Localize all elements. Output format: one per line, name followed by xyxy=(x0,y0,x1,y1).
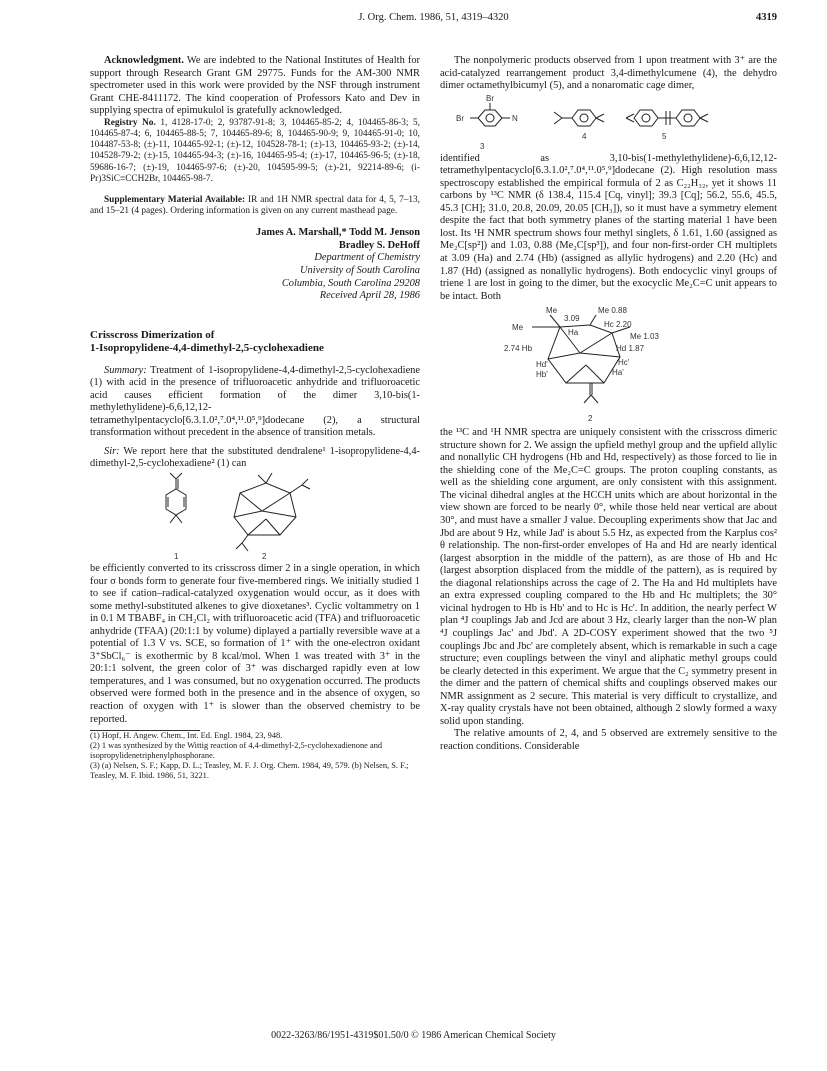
author2-line: Bradley S. DeHoff xyxy=(338,239,420,251)
running-header xyxy=(90,12,777,28)
label-hc-prime: Hc' xyxy=(618,358,630,368)
label-compound-2: 2 xyxy=(262,552,267,562)
structures-3-4-5-figure xyxy=(440,93,777,153)
sir-paragraph xyxy=(90,446,420,471)
label-hb-274: 2.74 Hb xyxy=(504,344,533,354)
right-paragraph-4: The relative amounts of 2, 4, and 5 observed are extremely sensitive to the reaction conditions. Considerable xyxy=(440,728,777,752)
label-hd-187: Hd 1.87 xyxy=(616,344,645,354)
university: University of South Carolina xyxy=(300,265,420,276)
journal-citation: J. Org. Chem. 1986, 51, 4319–4320 xyxy=(358,12,509,23)
received-date: Received April 28, 1986 xyxy=(319,290,420,302)
structures-1-2-figure xyxy=(90,471,420,563)
label-3-09: 3.09 xyxy=(564,314,580,324)
page-number: 4319 xyxy=(756,12,777,23)
structure-2-nmr-drawing xyxy=(440,303,777,427)
department: Department of Chemistry xyxy=(314,252,420,264)
label-ha-prime: Ha' xyxy=(612,368,624,378)
label-compound-5: 5 xyxy=(662,131,667,141)
right-paragraph-2: identified as 3,10-bis(1-methylethylidene)-6,6,12,12-tetramethylpentacyclo[6.3.1.0²,⁷.0⁴,¹¹.0⁵,⁹]dodecane (2). High resolution mass spectroscopy established the empirical formula of 2 as C₂₂H₃₂, yet it shows 11 carbons by ¹³C NMR (δ 138.4, 115.4 [Cq, vinyl]; 39.3 [Cq]; 56.2, 55.6, 45.5, 45.3 [CH]; 31.0, 20.8, 20.09, 20.05 [CH₃]), so it must have a symmetry element despite the fact that both symmetry planes of the starting material 1 have been lost. Its ¹H NMR spectrum shows four methyl singlets, δ 1.61, 1.60 (assigned as Me₂C[sp²]) and 1.03, 0.88 (Me₂C[sp³]), and four non-first-order CH multiplets at 3.09 (Ha) and 2.74 (Hb) (assigned as allylic hydrogens) and 2.20 (Hc) and 1.87 (Hd) (assigned as nonallylic hydrogens). Both endocyclic vinyl groups of triene 1 are lost in going to the dimer, but the exocyclic Me₂C=C unit appears to be intact. Both xyxy=(440,152,777,302)
authors-line: James A. Marshall,* Todd M. Jenson xyxy=(256,227,420,239)
acknowledgment-paragraph xyxy=(90,55,420,118)
ack-heading: Acknowledgment. xyxy=(104,55,184,66)
label-compound-4: 4 xyxy=(582,131,587,141)
structure-2-nmr-figure xyxy=(440,303,777,427)
city: Columbia, South Carolina 29208 xyxy=(281,277,420,289)
footnote-2: (2) 1 was synthesized by the Wittig reaction of 4,4-dimethyl-2,5-cyclohexadienone and isopropylidenetriphenylphosphorane. xyxy=(90,741,383,761)
label-me-top: Me xyxy=(546,306,558,316)
label-compound-3: 3 xyxy=(480,141,485,151)
label-hc-220: Hc 2.20 xyxy=(604,320,632,330)
article-title-line1: Crisscross Dimerization of xyxy=(90,328,215,341)
registry-text: 1, 4128-17-0; 2, 93787-91-8; 3, 104465-85-2; 4, 104465-86-3; 5, 104465-87-4; 6, 104465-88-5; 7, 104465-89-6; 8, 104465-90-9; 9, 104465-91-0; 10, 104487-53-8; (±)-11, 104465-92-1; (±)-12, 104528-78-1; (±)-13, 104465-93-2; (±)-14, 104528-79-2; (±)-15, 104465-94-3; (±)-16, 104465-95-4; (±)-17, 104465-96-5; (±)-18, 59686-16-7; (±)-19, 104465-97-6; (±)-20, 104595-99-5; (±)-21, 92214-89-6; (i-Pr)3SiC≡CCH2Br, 104465-98-7. xyxy=(90,117,420,184)
label-compound-1: 1 xyxy=(174,552,179,562)
label-n: N xyxy=(512,113,518,123)
body-paragraph: be efficiently converted to its crisscross dimer 2 in a single operation, in which four σ bonds form to generate four five-membered rings. We initially studied 1 to see if cation–radical-catalyzed oxygenation would occur, as it does with some methyl-substituted alkenes to give dioxetanes³. Cyclic voltammetry on 1 in 0.1 M TBABF₄ in CH₂Cl₂ with trifluoroacetic acid (TFA) and trifluoroacetic anhydride (TFAA) (20:1:1 by volume) diplayed a partially reversible wave at a potential of 1.3 V vs. SCE, so formation of 1⁺ with the one-electron oxidant 3⁺SbCl₆⁻ is exothermic by 8 kcal/mol. When 1 was treated with 3⁺ in the 20:1:1 solvent, the green color of 3⁺ was discharged rapidly even at low temperatures, and 1 was consumed, but no oxygenation occurred. The products observed were formed both in the presence and in the absence of oxygen, so reaction of oxygen with 1⁺ is slower than the observed chemistry to be reported. xyxy=(90,563,420,725)
ack-text: We are indebted to the National Institutes of Health for support through Research Grant GM 29775. Funds for the AM-300 NMR spectrometer used in this work were provided by the NSF through instrument Grant CHE-8411172. The kind cooperation of Professors Kato and Dev in supplying spectra of epimukulol is gratefully acknowledged. xyxy=(90,55,420,117)
right-paragraph-3: the ¹³C and ¹H NMR spectra are uniquely consistent with the crisscross dimeric structure shown for 2. We assign the upfield methyl group and the upfield allylic and nonallylic CH hydrogens (Hb and Hd, respectively) as those forced to lie in the shielding cone of the Me₂C=C groups. The proton coupling constants, as well as the shielding cone argument, are only consistent with this assignment. The vicinal dihedral angles at the HCCH units which are about horizontal in the view shown are forced to be nearly 0°, while those held near vertical are about 30°, and must have a smaller J value. Decoupling experiments show that Jac and Jbd are about 9 Hz, while Jad' is about 5.5 Hz, as expected from the Karplus cos² θ relationship. The non-first-order envelopes of Ha and Hd are nearly identical (largest absorption in the middle of the pattern), as are those of Hb and Hc (largest absorption displaced from the middle of the pattern), as is required by the diagonal relationships across the cage of 2. The Ha and Hd multiplets have an extra expressed coupling compared to the Hb and Hc multiplets; the 30° vicinal hydrogen to Hb is Hb' and to Hc is Hc'. In addition, the nearly perfect W plan ⁴J couplings Jab and Jcd are about 3 Hz, clearly larger than the non-W plan ⁴J couplings Jac' and Jbd'. A 2D-COSY experiment showed that the two ⁵J couplings Jbc and Jbc' are completely absent, which is remarkable in such a cage structure; even couplings between the vinyl and aliphatic methyl groups could be clearly detected in this experiment. We argue that the C₂ symmetry present in the dimer and the pattern of chemical shifts and couplings observed makes our NMR assignment as 2 secure. This material is very difficult to crystallize, and X-ray quality crystals have not been obtained, although 2 slowly formed a waxy solid upon standing. xyxy=(440,427,777,727)
summary-text: Treatment of 1-isopropylidene-4,4-dimethyl-2,5-cyclohexadiene (1) with acid in the presence of trifluoroacetic anhydride and trifluoroacetic acid causes efficient formation of the dimer 3,10-bis(1-methylethylidene)-6,6,12,12-tetramethylpentacyclo[6.3.1.0²,⁷.0⁴,¹¹.0⁵,⁹]dodecane (2), a structural transformation without precedent in the absence of transition metals. xyxy=(90,364,420,439)
supp-text: IR and 1H NMR spectral data for 4, 5, 7–13, and 15–21 (4 pages). Ordering information is given on any current masthead page. xyxy=(90,194,421,217)
article-title-line2: 1-Isopropylidene-4,4-dimethyl-2,5-cyclohexadiene xyxy=(90,341,324,354)
label-hd-prime: Hd' xyxy=(536,360,548,370)
page-footer: 0022-3263/86/1951-4319$01.50/0 © 1986 American Chemical Society xyxy=(271,1030,556,1041)
sir-text: We report here that the substituted dendralene¹ 1-isopropylidene-4,4-dimethyl-2,5-cyclohexadiene² (1) can xyxy=(90,445,420,470)
registry-paragraph xyxy=(90,118,420,185)
left-column xyxy=(90,55,420,781)
registry-heading: Registry No. xyxy=(104,117,156,128)
sir-heading: Sir: xyxy=(104,445,120,457)
label-ha: Ha xyxy=(568,328,579,338)
structure-drawing xyxy=(90,471,420,563)
summary-heading: Summary: xyxy=(104,364,147,376)
supplementary-paragraph xyxy=(90,195,420,217)
footnote-1: (1) Hopf, H. Angew. Chem., Int. Ed. Engl. 1984, 23, 948. xyxy=(90,731,283,741)
label-br-top: Br xyxy=(486,93,494,103)
right-paragraph-1: The nonpolymeric products observed from 1 upon treatment with 3⁺ are the acid-catalyzed rearrangement product 3,4-dimethylcumene (4), the dehydro dimer octamethylbicumyl (5), and a nonaromatic cage dimer, xyxy=(440,55,777,92)
label-me-left: Me xyxy=(512,323,524,333)
label-hb-prime: Hb' xyxy=(536,370,548,380)
structures-3-4-5-drawing xyxy=(440,93,777,153)
right-column xyxy=(440,55,777,753)
footnote-3: (3) (a) Nelsen, S. F.; Kapp, D. L.; Teasley, M. F. J. Org. Chem. 1984, 49, 579. (b) Nelsen, S. F.; Teasley, M. F. Ibid. 1986, 51, 3221. xyxy=(90,761,409,781)
label-compound-2-nmr: 2 xyxy=(588,414,593,424)
label-me-088: Me 0.88 xyxy=(598,306,627,316)
label-br-left: Br xyxy=(456,113,464,123)
label-me-103: Me 1.03 xyxy=(630,332,659,342)
summary-paragraph xyxy=(90,365,420,440)
supp-heading: Supplementary Material Available: xyxy=(104,194,246,205)
